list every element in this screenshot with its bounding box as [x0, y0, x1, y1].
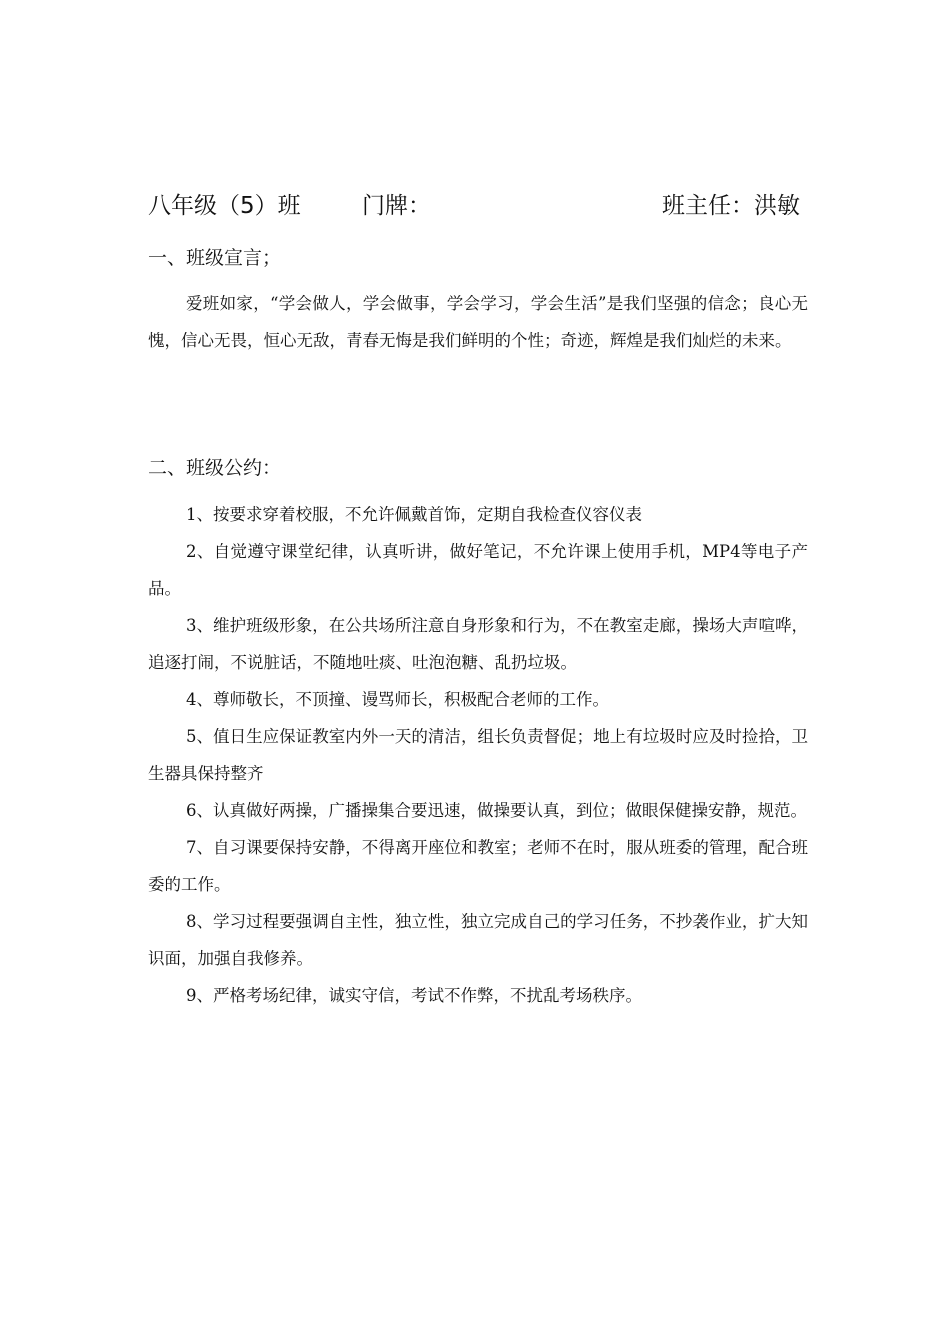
header-row — [148, 186, 800, 226]
rule-item: 6、认真做好两操，广播操集合要迅速，做操要认真，到位；做眼保健操安静，规范。 — [186, 801, 807, 820]
rule-item: 5、值日生应保证教室内外一天的清洁，组长负责督促；地上有垃圾时应及时捡拾，卫生器具保持整齐 — [148, 727, 808, 783]
rules-title: 二、班级公约： — [148, 457, 282, 479]
rules-list — [148, 496, 808, 1014]
rule-item: 8、学习过程要强调自主性，独立性，独立完成自己的学习任务，不抄袭作业，扩大知识面，加强自我修养。 — [148, 912, 808, 968]
door-label: 门牌： — [362, 193, 431, 219]
rule-item: 2、自觉遵守课堂纪律，认真听讲，做好笔记，不允许课上使用手机，MP4等电子产品。 — [148, 542, 808, 598]
declaration-text: 爱班如家，“学会做人，学会做事，学会学习，学会生活”是我们坚强的信念；良心无愧，信心无畏，恒心无敌，青春无悔是我们鲜明的个性；奇迹，辉煌是我们灿烂的未来。 — [148, 294, 808, 350]
rule-item: 1、按要求穿着校服，不允许佩戴首饰，定期自我检查仪容仪表 — [186, 505, 642, 524]
rule-item: 3、维护班级形象，在公共场所注意自身形象和行为，不在教室走廊，操场大声喧哗，追逐打闹，不说脏话，不随地吐痰、吐泡泡糖、乱扔垃圾。 — [148, 616, 808, 672]
class-name: 八年级（5）班 — [148, 193, 301, 219]
rule-item: 4、尊师敬长，不顶撞、谩骂师长，积极配合老师的工作。 — [186, 690, 609, 709]
rule-item: 7、自习课要保持安静，不得离开座位和教室；老师不在时，服从班委的管理，配合班委的工作。 — [148, 838, 808, 894]
declaration-title: 一、班级宣言； — [148, 247, 282, 269]
head-teacher: 班主任：洪敏 — [662, 193, 800, 219]
rule-item: 9、严格考场纪律，诚实守信，考试不作弊，不扰乱考场秩序。 — [186, 986, 642, 1005]
